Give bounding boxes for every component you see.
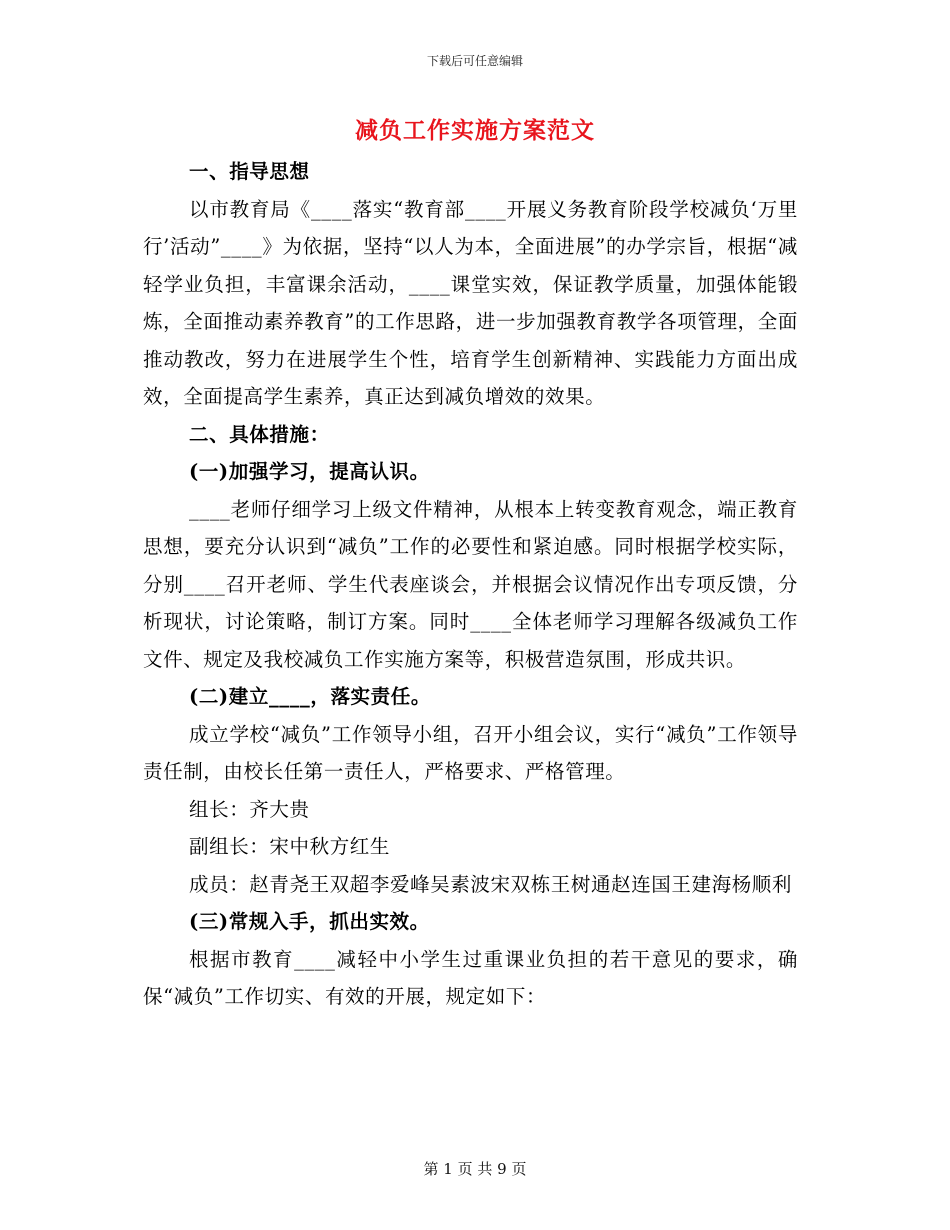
page-number-footer: 第 1 页 共 9 页 [423,1160,527,1178]
section-heading-specific-measures: 二、具体措施： [189,422,330,446]
section-heading-guiding-ideology: 一、指导思想 [189,160,310,183]
subheading-routine-start: (三)常规入手，抓出实效。 [189,910,430,933]
members-line: 成员：赵青尧王双超李爱峰吴素波宋双栋王树通赵连国王建海杨顺利 [189,872,793,896]
subheading-establish-responsibility: (二)建立____，落实责任。 [189,685,431,708]
paragraph-guiding-ideology: 以市教育局《____落实“教育部____开展义务教育阶段学校减负‘万里行’活动”____》为依据，坚持“以人为本，全面进展”的办学宗旨，根据“减轻学业负担，丰富课余活动，____课堂实效，保证教学质量，加强体能锻炼，全面推动素养教育”的工作思路，进一步加强教育教学各项管理，全面推动教改，努力在进展学生个性，培育学生创新精神、实践能力方面出成效，全面提高学生素养，真正达到减负增效的效果。 [143,197,798,408]
document-body [143,153,798,1016]
subheading-strengthen-learning: (一)加强学习，提高认识。 [189,460,430,483]
paragraph-routine-start: 根据市教育____减轻中小学生过重课业负担的若干意见的要求，确保“减负”工作切实、有效的开展，规定如下： [143,947,798,1008]
vice-leader-line: 副组长：宋中秋方红生 [189,835,391,858]
paragraph-strengthen-learning: ____老师仔细学习上级文件精神，从根本上转变教育观念，端正教育思想，要充分认识到“减负”工作的必要性和紧迫感。同时根据学校实际，分别____召开老师、学生代表座谈会，并根据会议情况作出专项反馈，分析现状，讨论策略，制订方案。同时____全体老师学习理解各级减负工作文件、规定及我校减负工作实施方案等，积极营造氛围，形成共识。 [143,497,798,671]
header-note: 下载后可任意编辑 [426,54,523,68]
leader-line: 组长：齐大贵 [189,797,310,821]
document-title: 减负工作实施方案范文 [355,117,595,144]
paragraph-establish-responsibility: 成立学校“减负”工作领导小组，召开小组会议，实行“减负”工作领导责任制，由校长任第一责任人，严格要求、严格管理。 [143,722,798,783]
